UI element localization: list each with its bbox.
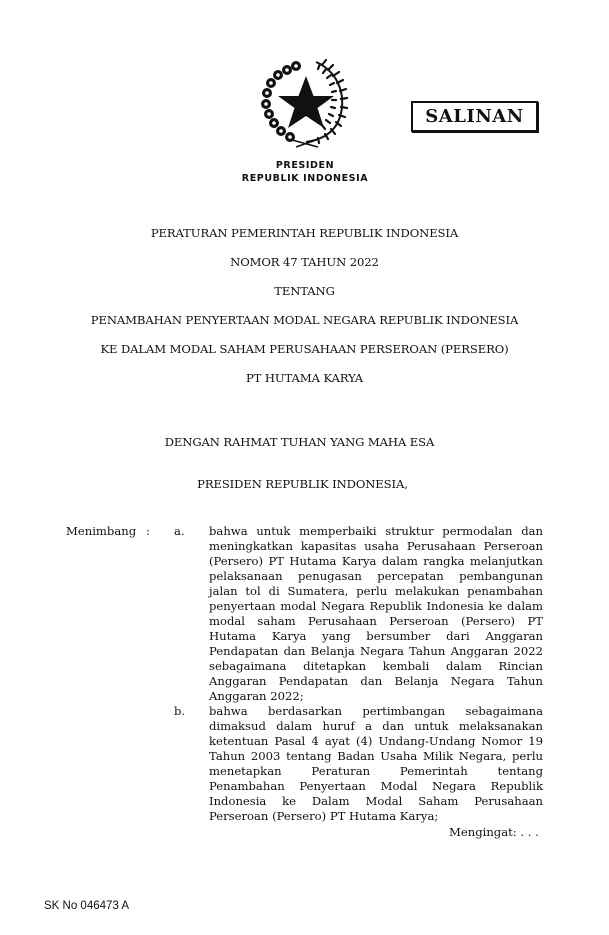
document-serial-number: SK No 046473 A [44,900,130,912]
office-title-line1: PRESIDEN [275,160,335,171]
item-a-line: sebagaimana ditetapkan kembali dalam Rincian [209,659,543,673]
item-b-text [209,704,543,824]
item-a-line: Anggaran Pendapatan dan Belanja Negara Tahun [209,674,543,688]
item-b-line: Tahun 2003 tentang Badan Usaha Milik Negara, perlu [209,749,543,763]
regulation-number: NOMOR 47 TAHUN 2022 [230,255,379,269]
item-b-line: menetapkan Peraturan Pemerintah tentang [209,764,543,778]
item-a-line: pelaksanaan penugasan percepatan pembangunan [209,569,543,583]
item-b-line: Indonesia ke Dalam Modal Saham Perusahaan [209,794,543,808]
item-b-line: Perseroan (Persero) PT Hutama Karya; [209,809,439,823]
salinan-stamp: SALINAN [411,101,538,132]
regulation-tentang: TENTANG [274,284,335,298]
continuation-note: Mengingat: . . . [449,825,539,839]
item-a-line: penyertaan modal Negara Republik Indonesia ke dalam [209,599,543,613]
item-b-line: ketentuan Pasal 4 ayat (4) Undang-Undang Nomor 19 [209,734,543,748]
item-a-line: meningkatkan kapasitas usaha Perusahaan Perseroan [209,539,543,553]
item-a-line: (Persero) PT Hutama Karya dalam rangka melanjutkan [209,554,543,568]
item-b-line: bahwa berdasarkan pertimbangan sebagaimana [209,704,543,718]
item-a-line: Pendapatan dan Belanja Negara Tahun Anggaran 2022 [209,644,543,658]
item-a-marker: a. [174,524,185,538]
item-a-line: Hutama Karya yang bersumber dari Anggaran [209,629,543,643]
menimbang-label: Menimbang [66,524,137,538]
office-title-line2: REPUBLIK INDONESIA [241,173,369,184]
item-a-line: jalan tol di Sumatera, perlu melakukan penambahan [209,584,543,598]
item-b-line: Penambahan Penyertaan Modal Negara Republik [209,779,543,793]
item-a-line: Anggaran 2022; [209,689,304,703]
menimbang-colon: : [146,524,150,538]
regulation-subject-line1: PENAMBAHAN PENYERTAAN MODAL NEGARA REPUBLIK INDONESIA [90,313,519,327]
item-b-marker: b. [174,704,186,718]
regulation-subject-line2: KE DALAM MODAL SAHAM PERUSAHAAN PERSEROAN (PERSERO) [100,342,509,356]
regulation-subject-line3: PT HUTAMA KARYA [245,371,364,385]
regulation-type: PERATURAN PEMERINTAH REPUBLIK INDONESIA [150,226,459,240]
presidential-seal-icon [256,56,354,148]
preamble-invocation: DENGAN RAHMAT TUHAN YANG MAHA ESA [164,435,435,449]
item-a-line: bahwa untuk memperbaiki struktur permodalan dan [209,524,543,538]
item-a-text [209,524,543,704]
preamble-president: PRESIDEN REPUBLIK INDONESIA, [197,477,408,491]
item-a-line: modal saham Perusahaan Perseroan (Persero) PT [209,614,543,628]
item-b-line: dimaksud dalam huruf a dan untuk melaksanakan [209,719,543,733]
